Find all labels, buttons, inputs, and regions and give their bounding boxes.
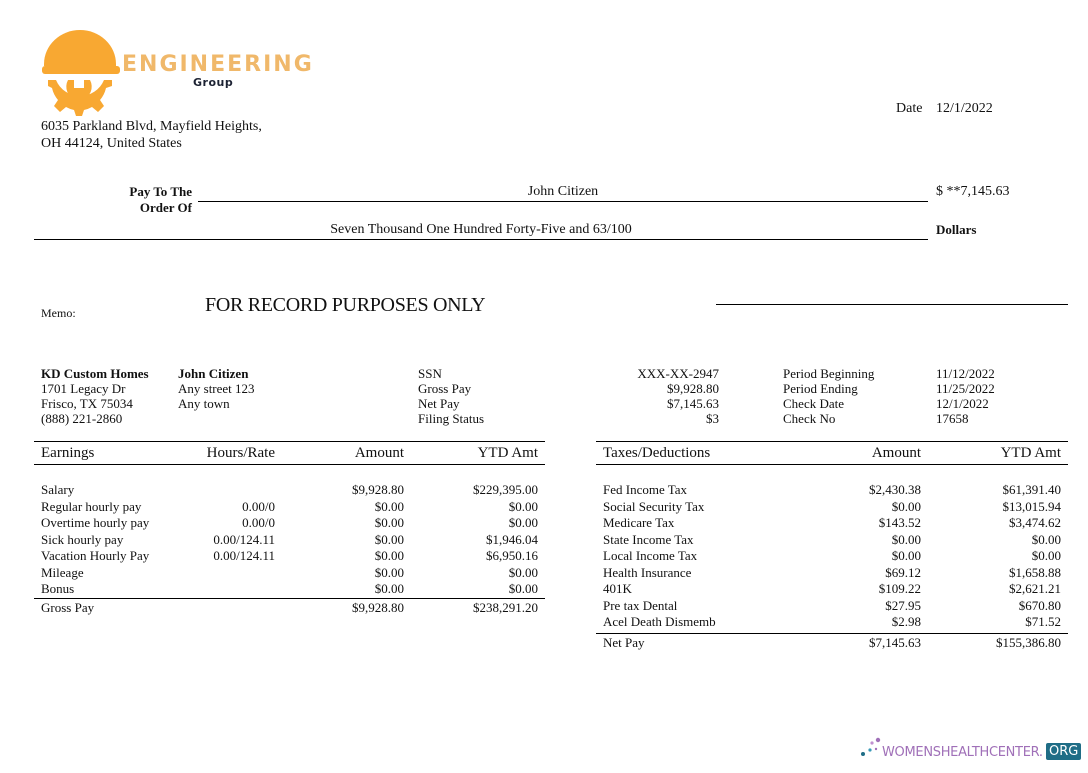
earnings-header-ytd: YTD Amt (477, 445, 538, 461)
total-amount: $9,928.80 (352, 600, 404, 616)
earnings-name: Sick hourly pay (41, 531, 124, 547)
watermark (860, 737, 1080, 765)
deduction-row (603, 565, 1061, 582)
check-date-value: 12/1/2022 (936, 396, 989, 411)
period-values (936, 366, 995, 426)
deduction-row (603, 581, 1061, 598)
deduction-row (603, 482, 1061, 499)
watermark-text: WOMENSHEALTHCENTER. (882, 745, 1043, 760)
deduction-ytd: $0.00 (1031, 531, 1061, 547)
earnings-amount: $0.00 (374, 548, 404, 564)
earnings-amount: $0.00 (374, 581, 404, 597)
ssn-value: XXX-XX-2947 (637, 366, 719, 381)
deduction-name: Fed Income Tax (603, 482, 688, 498)
earnings-ytd: $6,950.16 (486, 548, 538, 564)
ssn-label: SSN (418, 366, 442, 381)
deduction-amount: $2,430.38 (869, 482, 921, 498)
deduction-amount: $0.00 (891, 548, 921, 564)
total-label: Net Pay (603, 635, 645, 651)
deductions-header-amount: Amount (871, 445, 921, 461)
earnings-ytd: $229,395.00 (473, 482, 538, 498)
deduction-ytd: $71.52 (1025, 614, 1061, 630)
earnings-name: Vacation Hourly Pay (41, 548, 150, 564)
deduction-ytd: $2,621.21 (1009, 581, 1061, 597)
employer-name: KD Custom Homes (41, 366, 149, 381)
earnings-ytd: $0.00 (508, 581, 538, 597)
filing-status-label: Filing Status (418, 411, 485, 426)
dots-icon (860, 737, 882, 761)
deduction-row (603, 532, 1061, 549)
earnings-amount: $9,928.80 (352, 482, 404, 498)
logo-subtitle: Group (193, 76, 234, 89)
company-address (41, 118, 262, 152)
deduction-ytd: $13,015.94 (1002, 498, 1061, 514)
earnings-rate (201, 565, 275, 582)
hardhat-gear-wrench-icon (40, 28, 120, 118)
earnings-top-rule (34, 441, 545, 442)
period-ending-label: Period Ending (783, 381, 858, 396)
address-line-1: 6035 Parkland Blvd, Mayfield Heights, (41, 119, 262, 134)
memo-text: FOR RECORD PURPOSES ONLY (205, 294, 486, 316)
deduction-name: Medicare Tax (603, 515, 675, 531)
amount-numeric: $ **7,145.63 (936, 184, 1010, 199)
earnings-total (41, 600, 538, 617)
earnings-rate (201, 482, 275, 499)
earnings-total-rule (34, 598, 545, 599)
net-pay-total-row (603, 635, 1061, 652)
deduction-name: State Income Tax (603, 531, 694, 547)
deductions-total-rule (596, 633, 1068, 634)
period-beginning-label: Period Beginning (783, 366, 875, 381)
check-no-value: 17658 (936, 411, 969, 426)
deduction-ytd: $670.80 (1018, 597, 1061, 613)
deductions-top-rule (596, 441, 1068, 442)
earnings-rate: 0.00/124.11 (213, 531, 275, 547)
earnings-row (41, 499, 538, 516)
deductions-header-name: Taxes/Deductions (603, 445, 711, 461)
earnings-row (41, 581, 538, 598)
filing-status-value: $3 (706, 411, 719, 426)
deductions-header-ytd: YTD Amt (1000, 445, 1061, 461)
earnings-name: Regular hourly pay (41, 498, 142, 514)
check-date-label: Check Date (783, 396, 845, 411)
earnings-name: Bonus (41, 581, 75, 597)
earnings-header-rate: Hours/Rate (206, 445, 275, 461)
deduction-amount: $2.98 (891, 614, 921, 630)
deduction-name: 401K (603, 581, 632, 597)
earnings-name: Mileage (41, 564, 84, 580)
address-line-2: OH 44124, United States (41, 136, 182, 151)
earnings-row (41, 515, 538, 532)
total-amount: $7,145.63 (869, 635, 921, 651)
deduction-name: Health Insurance (603, 564, 692, 580)
deduction-amount: $143.52 (878, 515, 921, 531)
deduction-name: Pre tax Dental (603, 597, 678, 613)
check-no-label: Check No (783, 411, 836, 426)
deduction-row (603, 548, 1061, 565)
gross-pay-value: $9,928.80 (667, 381, 719, 396)
period-labels (783, 366, 874, 426)
gross-pay-total-row (41, 600, 538, 617)
gross-pay-label: Gross Pay (418, 381, 472, 396)
deduction-ytd: $1,658.88 (1009, 564, 1061, 580)
employee-info (178, 366, 255, 411)
employer-street: 1701 Legacy Dr (41, 381, 126, 396)
earnings-row (41, 565, 538, 582)
net-pay-label: Net Pay (418, 396, 460, 411)
memo-label: Memo: (41, 306, 76, 320)
employee-city: Any town (178, 396, 230, 411)
earnings-header-name: Earnings (41, 445, 95, 461)
employer-city: Frisco, TX 75034 (41, 396, 133, 411)
earnings-amount: $0.00 (374, 564, 404, 580)
deductions-total (603, 635, 1061, 652)
earnings-row (41, 482, 538, 499)
net-pay-value: $7,145.63 (667, 396, 719, 411)
deduction-name: Local Income Tax (603, 548, 698, 564)
payee-name: John Citizen (527, 184, 599, 199)
deduction-amount: $109.22 (878, 581, 921, 597)
earnings-row (41, 548, 538, 565)
amount-words: Seven Thousand One Hundred Forty-Five and 63/100 (330, 222, 632, 237)
date-label: Date (896, 101, 923, 116)
dollars-label: Dollars (936, 222, 977, 237)
pay-to-label: Pay To The Order Of (129, 184, 192, 215)
signature-line (716, 304, 1068, 305)
earnings-amount: $0.00 (374, 531, 404, 547)
employee-street: Any street 123 (178, 381, 255, 396)
period-beginning-value: 11/12/2022 (936, 366, 995, 381)
deduction-amount: $0.00 (891, 498, 921, 514)
earnings-rate (201, 581, 275, 598)
deduction-row (603, 515, 1061, 532)
amount-words-line (34, 239, 928, 240)
earnings-ytd: $0.00 (508, 498, 538, 514)
deduction-row (603, 614, 1061, 631)
earnings-name: Overtime hourly pay (41, 515, 150, 531)
deduction-ytd: $61,391.40 (1002, 482, 1061, 498)
earnings-amount: $0.00 (374, 498, 404, 514)
summary-values (600, 366, 719, 426)
employee-name: John Citizen (178, 366, 249, 381)
earnings-header-rule (34, 464, 545, 465)
earnings-rate: 0.00/124.11 (213, 548, 275, 564)
deductions-header-rule (596, 464, 1068, 465)
deduction-name: Acel Death Dismemb (603, 614, 716, 630)
total-ytd: $238,291.20 (473, 600, 538, 616)
earnings-ytd: $0.00 (508, 515, 538, 531)
summary-labels (418, 366, 484, 426)
earnings-row (41, 532, 538, 549)
deduction-ytd: $3,474.62 (1009, 515, 1061, 531)
earnings-header-amount: Amount (354, 445, 404, 461)
total-ytd: $155,386.80 (996, 635, 1061, 651)
deduction-name: Social Security Tax (603, 498, 705, 514)
earnings-table (41, 482, 538, 598)
deduction-amount: $27.95 (885, 597, 921, 613)
total-label: Gross Pay (41, 600, 95, 616)
earnings-rate: 0.00/0 (242, 498, 275, 514)
deductions-table (603, 482, 1061, 631)
date-value: 12/1/2022 (936, 101, 993, 116)
employer-info (41, 366, 149, 426)
earnings-name: Salary (41, 482, 75, 498)
deduction-row (603, 598, 1061, 615)
earnings-amount: $0.00 (374, 515, 404, 531)
watermark-badge: ORG (1046, 743, 1081, 760)
employer-phone: (888) 221-2860 (41, 411, 123, 426)
deduction-amount: $69.12 (885, 564, 921, 580)
period-ending-value: 11/25/2022 (936, 381, 995, 396)
deduction-ytd: $0.00 (1031, 548, 1061, 564)
deduction-row (603, 499, 1061, 516)
earnings-ytd: $0.00 (508, 564, 538, 580)
earnings-ytd: $1,946.04 (486, 531, 538, 547)
deduction-amount: $0.00 (891, 531, 921, 547)
logo-wordmark: ENGINEERING (122, 52, 314, 77)
payee-line (198, 201, 928, 202)
earnings-rate: 0.00/0 (242, 515, 275, 531)
